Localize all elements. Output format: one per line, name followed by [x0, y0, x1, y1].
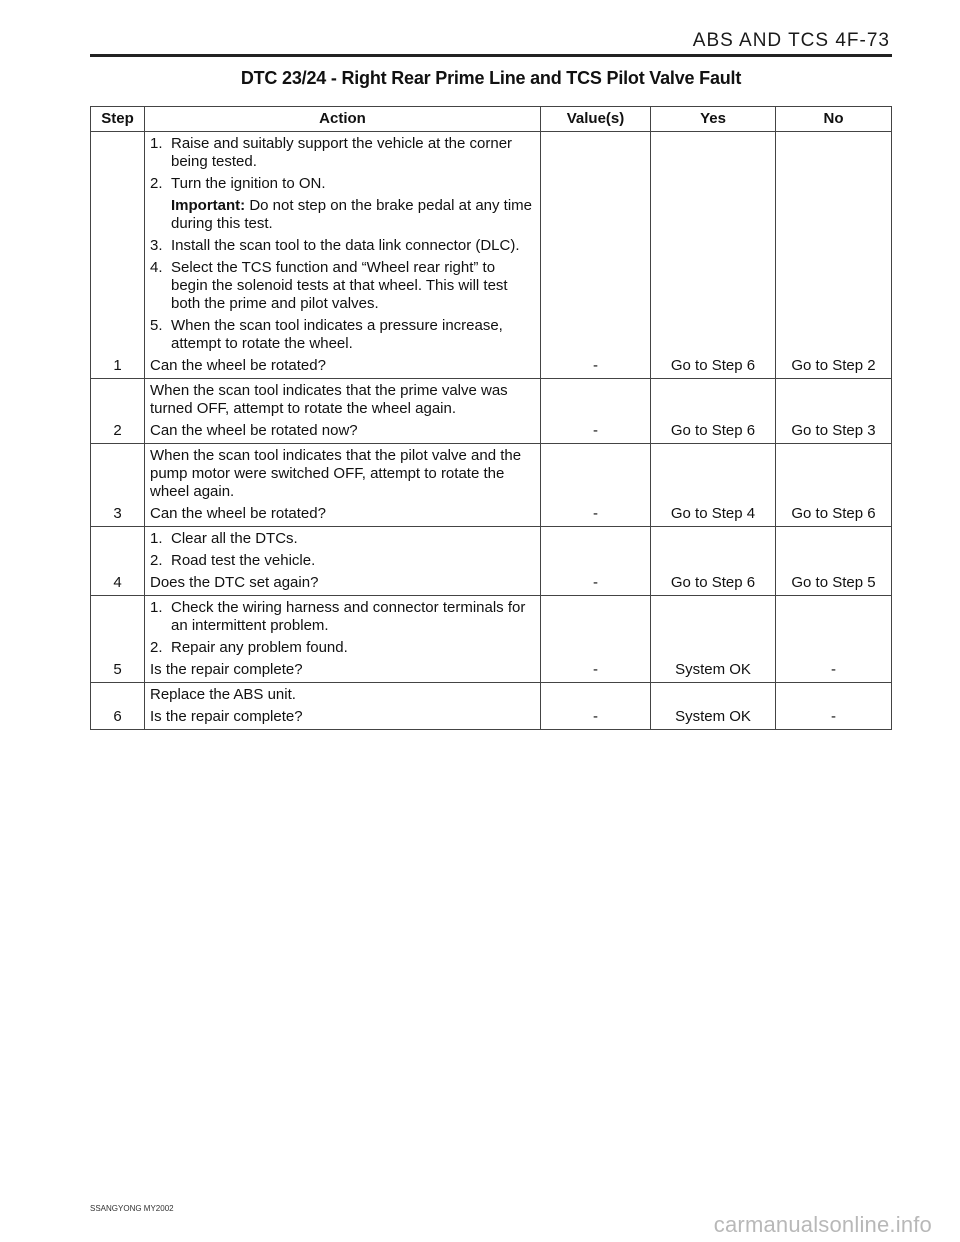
table-row — [91, 132, 892, 379]
question-text: Is the repair complete? — [150, 661, 303, 678]
action-cell — [145, 444, 541, 527]
value-cell: - — [541, 527, 651, 596]
question-text: Does the DTC set again? — [150, 574, 319, 591]
item-number: 1. — [150, 599, 163, 616]
value-cell: - — [541, 596, 651, 683]
action-cell — [145, 596, 541, 683]
action-cell — [145, 132, 541, 379]
action-list — [150, 135, 535, 193]
item-number: 1. — [150, 135, 163, 152]
list-item — [150, 552, 535, 570]
item-text: Select the TCS function and “Wheel rear right” to begin the solenoid tests at that wheel. This will test both the prime and pilot valves. — [171, 259, 508, 312]
table-header-row — [91, 107, 892, 132]
list-item — [150, 135, 535, 171]
action-text: When the scan tool indicates that the prime valve was turned OFF, attempt to rotate the wheel again. — [150, 382, 508, 417]
question-text: Can the wheel be rotated? — [150, 505, 326, 522]
question-text: Can the wheel be rotated? — [150, 357, 326, 374]
important-label: Important: — [171, 197, 246, 214]
table-row — [91, 444, 892, 527]
no-cell: Go to Step 5 — [776, 527, 892, 596]
list-item — [150, 317, 535, 353]
watermark: carmanualsonline.info — [713, 1212, 932, 1237]
column-header-step: Step — [91, 107, 145, 132]
item-text: Install the scan tool to the data link connector (DLC). — [171, 237, 520, 254]
important-note — [150, 197, 535, 233]
no-cell: - — [776, 683, 892, 730]
step-number: 3 — [91, 444, 145, 527]
item-number: 1. — [150, 530, 163, 547]
column-header-values: Value(s) — [541, 107, 651, 132]
table-row — [91, 596, 892, 683]
item-text: Raise and suitably support the vehicle at the corner being tested. — [171, 135, 513, 170]
action-text: When the scan tool indicates that the pilot valve and the pump motor were switched OFF, attempt to rotate the wheel again. — [150, 447, 522, 500]
document-title: DTC 23/24 - Right Rear Prime Line and TCS Pilot Valve Fault — [240, 68, 742, 88]
item-number: 2. — [150, 175, 163, 192]
list-item — [150, 639, 535, 657]
step-number: 1 — [91, 132, 145, 379]
column-header-no: No — [776, 107, 892, 132]
column-header-yes: Yes — [651, 107, 776, 132]
list-item — [150, 599, 535, 635]
yes-cell: Go to Step 6 — [651, 379, 776, 444]
yes-cell: System OK — [651, 683, 776, 730]
action-text: Replace the ABS unit. — [150, 686, 296, 703]
value-cell: - — [541, 683, 651, 730]
step-number: 2 — [91, 379, 145, 444]
yes-cell: System OK — [651, 596, 776, 683]
yes-cell: Go to Step 6 — [651, 132, 776, 379]
action-list — [150, 530, 535, 570]
item-number: 4. — [150, 259, 163, 276]
item-number: 5. — [150, 317, 163, 334]
action-cell — [145, 683, 541, 730]
table-row — [91, 527, 892, 596]
diagnostic-table — [90, 106, 892, 730]
item-text: Road test the vehicle. — [171, 552, 316, 569]
step-number: 5 — [91, 596, 145, 683]
list-item — [150, 259, 535, 313]
action-cell — [145, 527, 541, 596]
step-number: 4 — [91, 527, 145, 596]
list-item — [150, 530, 535, 548]
item-number: 2. — [150, 639, 163, 656]
item-text: Check the wiring harness and connector terminals for an intermittent problem. — [171, 599, 526, 634]
no-cell: Go to Step 2 — [776, 132, 892, 379]
list-item — [150, 237, 535, 255]
step-number: 6 — [91, 683, 145, 730]
page-footer: SSANGYONG MY2002 — [90, 1204, 174, 1213]
list-item — [150, 175, 535, 193]
yes-cell: Go to Step 6 — [651, 527, 776, 596]
value-cell: - — [541, 379, 651, 444]
question-text: Can the wheel be rotated now? — [150, 422, 358, 439]
no-cell: Go to Step 3 — [776, 379, 892, 444]
value-cell: - — [541, 132, 651, 379]
table-row — [91, 379, 892, 444]
header-rule — [90, 54, 892, 57]
item-text: Repair any problem found. — [171, 639, 348, 656]
action-list — [150, 237, 535, 353]
important-text: Do not step on the brake pedal at any time during this test. — [171, 197, 533, 232]
item-text: Clear all the DTCs. — [171, 530, 298, 547]
page-header: ABS AND TCS 4F-73 — [692, 30, 890, 51]
item-number: 3. — [150, 237, 163, 254]
value-cell: - — [541, 444, 651, 527]
no-cell: Go to Step 6 — [776, 444, 892, 527]
item-text: Turn the ignition to ON. — [171, 175, 326, 192]
column-header-action: Action — [145, 107, 541, 132]
action-cell — [145, 379, 541, 444]
table-row — [91, 683, 892, 730]
item-number: 2. — [150, 552, 163, 569]
item-text: When the scan tool indicates a pressure increase, attempt to rotate the wheel. — [171, 317, 503, 352]
action-list — [150, 599, 535, 657]
no-cell: - — [776, 596, 892, 683]
question-text: Is the repair complete? — [150, 708, 303, 725]
yes-cell: Go to Step 4 — [651, 444, 776, 527]
